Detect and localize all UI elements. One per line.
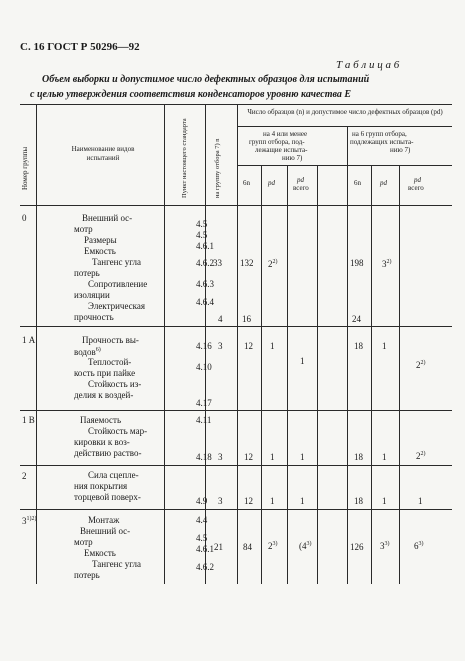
row-0-n4-extra: 16 <box>242 314 251 324</box>
row-1b-pdtotal4: 1 <box>300 452 305 462</box>
page-header: С. 16 ГОСТ Р 50296—92 <box>20 41 140 53</box>
col-pd6: pd <box>380 179 387 187</box>
row-1b-pd6: 1 <box>382 452 387 462</box>
row-3-group: $3^{1)2)}$ <box>22 516 37 526</box>
row-1a-test: кость при пайке <box>74 368 136 378</box>
row-0-pd6: 3$^{2)}$ <box>382 259 392 269</box>
row-2-test: торцевой поверх- <box>74 492 141 502</box>
col-sub4-line2: групп отбора, под- <box>249 138 305 146</box>
row-1a-test: водов$^{6)}$ <box>74 347 101 357</box>
row-3-pd4: 2$^{3)}$ <box>268 541 278 551</box>
row-0-group: 0 <box>22 213 27 223</box>
row-3-n4: 84 <box>243 542 252 552</box>
row-2-pdtotal4: 1 <box>300 496 305 506</box>
col-sub6-line3: нию 7) <box>390 146 411 154</box>
row-0-n6: 198 <box>350 258 364 268</box>
row-3-test: Емкость <box>84 548 116 558</box>
row-1a-n6: 18 <box>354 341 363 351</box>
col-sub4-line4: нию 7) <box>282 154 303 162</box>
row-0-pd4: 2$^{2)}$ <box>268 259 278 269</box>
row-1a-clause: 4.10 <box>196 362 212 372</box>
row-3-clause: 4.5 <box>196 533 208 543</box>
row-3-clause: 4.6.1 <box>196 544 214 554</box>
table-caption-line2: с целью утверждения соответствия конденсаторов уровню качества E <box>30 89 352 100</box>
col-sub4-line3: лежащие испыта- <box>255 146 308 154</box>
row-1b-clause: 4.18 <box>196 452 212 462</box>
row-1a-pdtotal6: 2$^{2)}$ <box>416 360 426 370</box>
col-n6: 6n <box>354 179 361 187</box>
row-1b-n4: 12 <box>244 452 253 462</box>
row-2-pdtotal6: 1 <box>418 496 423 506</box>
col-pdtotal4-b: всего <box>293 184 309 192</box>
row-1b-n6: 18 <box>354 452 363 462</box>
row-0-per-lot-extra: 4 <box>218 314 223 324</box>
row-2-pd4: 1 <box>270 496 275 506</box>
row-0-clause: 4.6.3 <box>196 279 214 289</box>
row-1b-clause: 4.11 <box>196 415 212 425</box>
col-clause: Пункт настоящего стандарта <box>181 118 188 198</box>
row-3-pdtotal4: (4$^{3)}$ <box>299 541 312 551</box>
row-1b-per-lot: 3 <box>218 452 223 462</box>
col-pd4: pd <box>268 179 275 187</box>
row-1b-group: 1 В <box>22 415 35 425</box>
row-3-test: потерь <box>74 570 100 580</box>
row-1a-test: Теплостой- <box>88 357 132 367</box>
row-1a-per-lot: 3 <box>218 341 223 351</box>
row-1a-test: Прочность вы- <box>82 335 139 345</box>
row-3-test: мотр <box>74 537 93 547</box>
table-label: Т а б л и ц а 6 <box>336 59 400 71</box>
row-1a-test: Стойкость из- <box>88 379 142 389</box>
col-samples-group: Число образцов (n) и допустимое число дефектных образцов (pd) <box>247 108 443 116</box>
col-per-lot: на группу отбора 7) n <box>214 138 221 198</box>
col-n4: 6n <box>243 179 250 187</box>
row-0-test: прочность <box>74 312 114 322</box>
row-3-test: Тангенс угла <box>92 559 141 569</box>
col-pdtotal4-a: pd <box>297 176 304 184</box>
row-3-pd6: 3$^{3)}$ <box>380 541 390 551</box>
row-3-n6: 126 <box>350 542 364 552</box>
row-0-clause: 4.6.4 <box>196 297 214 307</box>
row-1a-clause: 4.17 <box>196 398 212 408</box>
row-3-clause: 4.6.2 <box>196 562 214 572</box>
row-0-clause: 4.6.1 <box>196 241 214 251</box>
row-3-pdtotal6: 6$^{3)}$ <box>414 541 424 551</box>
row-1a-pd4: 1 <box>270 341 275 351</box>
row-0-clause: 4.5 <box>196 219 208 229</box>
row-0-test: Размеры <box>84 235 117 245</box>
row-1b-pdtotal6: 2$^{2)}$ <box>416 451 426 461</box>
row-1b-test: Паяемость <box>80 415 122 425</box>
row-3-test: Внешний ос- <box>80 526 131 536</box>
row-0-per-lot: 33 <box>213 258 222 268</box>
row-0-n6-extra: 24 <box>352 314 361 324</box>
row-2-clause: 4.9 <box>196 496 208 506</box>
row-1a-pdtotal4: 1 <box>300 356 305 366</box>
row-1b-test: кировки к воз- <box>74 437 130 447</box>
row-0-clause: 4.5 <box>196 230 208 240</box>
row-2-pd6: 1 <box>382 496 387 506</box>
row-2-group: 2 <box>22 471 27 481</box>
row-0-test: Емкость <box>84 246 116 256</box>
col-sub4-line1: на 4 или менее <box>263 130 308 138</box>
col-pdtotal6-a: pd <box>414 176 421 184</box>
row-2-test: Сила сцепле- <box>88 470 139 480</box>
row-1a-pd6: 1 <box>382 341 387 351</box>
col-test-name: Наименование видов испытаний <box>71 145 135 162</box>
row-1b-pd4: 1 <box>270 452 275 462</box>
row-1a-clause: 4.16 <box>196 341 212 351</box>
col-group-no: Номер группы <box>21 146 29 190</box>
row-0-test: потерь <box>74 268 100 278</box>
row-1b-test: действию раство- <box>74 448 142 458</box>
row-1b-test: Стойкость мар- <box>88 426 148 436</box>
row-0-test: Тангенс угла <box>92 257 141 267</box>
row-1a-n4: 12 <box>244 341 253 351</box>
row-0-test: Электрическая <box>88 301 146 311</box>
row-0-n4: 132 <box>240 258 254 268</box>
row-0-test: изоляции <box>74 290 110 300</box>
row-0-clause: 4.6.2 <box>196 258 214 268</box>
row-1a-test: делия к воздей- <box>74 390 134 400</box>
row-2-test: ния покрытия <box>74 481 128 491</box>
row-3-test: Монтаж <box>88 515 120 525</box>
col-pdtotal6-b: всего <box>408 184 424 192</box>
row-0-test: Внешний ос- <box>82 213 133 223</box>
row-3-clause: 4.4 <box>196 515 208 525</box>
row-2-n6: 18 <box>354 496 363 506</box>
row-1a-group: 1 А <box>22 335 36 345</box>
row-2-per-lot: 3 <box>218 496 223 506</box>
col-sub6-line1: на 6 групп отбора, <box>352 130 407 138</box>
col-sub6-line2: подлежащих испыта- <box>350 138 414 146</box>
table-caption-line1: Объем выборки и допустимое число дефектных образцов для испытаний <box>42 74 370 85</box>
row-0-test: Сопротивление <box>88 279 148 289</box>
row-3-per-lot: 21 <box>214 542 223 552</box>
row-0-test: мотр <box>74 224 93 234</box>
row-2-n4: 12 <box>244 496 253 506</box>
